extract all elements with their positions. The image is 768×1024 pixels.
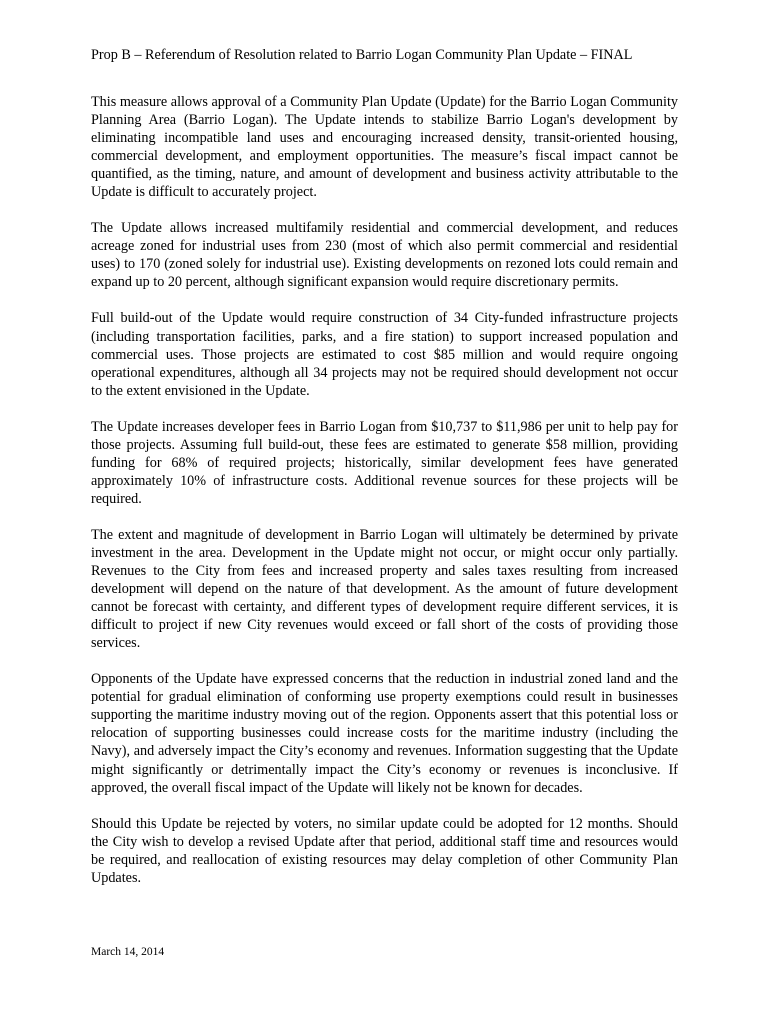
paragraph-development-extent: The extent and magnitude of development in Barrio Logan will ultimately be determined by private investment in the area. Development in the Update might not occur, or might occur only partially. Revenues to the City from fees and increased property and sales taxes resulting from increased development will depend on the nature of that development. As the amount of future development cannot be forecast with certainty, and different types of development require different services, it is difficult to project if new City revenues would exceed or fall short of the costs of providing those services.	[91, 526, 678, 652]
document-body	[91, 93, 678, 905]
paragraph-opponents: Opponents of the Update have expressed concerns that the reduction in industrial zoned land and the potential for gradual elimination of conforming use property exemptions could result in businesses supporting the maritime industry moving out of the region. Opponents assert that this potential loss or relocation of supporting businesses could increase costs for the maritime industry (including the Navy), and adversely impact the City’s economy and revenues. Information suggesting that the Update might significantly or detrimentally impact the City’s economy or revenues is inconclusive. If approved, the overall fiscal impact of the Update will likely not be known for decades.	[91, 671, 678, 796]
document-header: Prop B – Referendum of Resolution related to Barrio Logan Community Plan Update – FINAL	[91, 47, 633, 63]
paragraph-rejection: Should this Update be rejected by voters, no similar update could be adopted for 12 months. Should the City wish to develop a revised Update after that period, additional staff time and resources would be required, and reallocation of existing resources may delay completion of other Community Plan Updates.	[91, 815, 678, 886]
paragraph-zoning: The Update allows increased multifamily residential and commercial development, and reduces acreage zoned for industrial uses from 230 (most of which also permit commercial and residential uses) to 170 (zoned solely for industrial use). Existing developments on rezoned lots could remain and expand up to 20 percent, although significant expansion would require discretionary permits.	[91, 220, 678, 291]
paragraph-infrastructure: Full build-out of the Update would require construction of 34 City-funded infrastructure projects (including transportation facilities, parks, and a fire station) to support increased population and commercial uses. Those projects are estimated to cost $85 million and would require ongoing operational expenditures, although all 34 projects may not be required should development not occur to the extent envisioned in the Update.	[91, 310, 678, 399]
footer-date: March 14, 2014	[91, 946, 165, 958]
paragraph-intro: This measure allows approval of a Community Plan Update (Update) for the Barrio Logan Community Planning Area (Barrio Logan). The Update intends to stabilize Barrio Logan's development by eliminating incompatible land uses and encouraging increased density, transit-oriented housing, commercial development, and employment opportunities. The measure’s fiscal impact cannot be quantified, as the timing, nature, and amount of development and business activity attributable to the Update is difficult to accurately project.	[91, 94, 678, 201]
paragraph-developer-fees: The Update increases developer fees in Barrio Logan from $10,737 to $11,986 per unit to help pay for those projects. Assuming full build-out, these fees are estimated to generate $58 million, providing funding for 68% of required projects; historically, similar development fees have generated approximately 10% of infrastructure costs. Additional revenue sources for these projects will be required.	[91, 418, 678, 507]
